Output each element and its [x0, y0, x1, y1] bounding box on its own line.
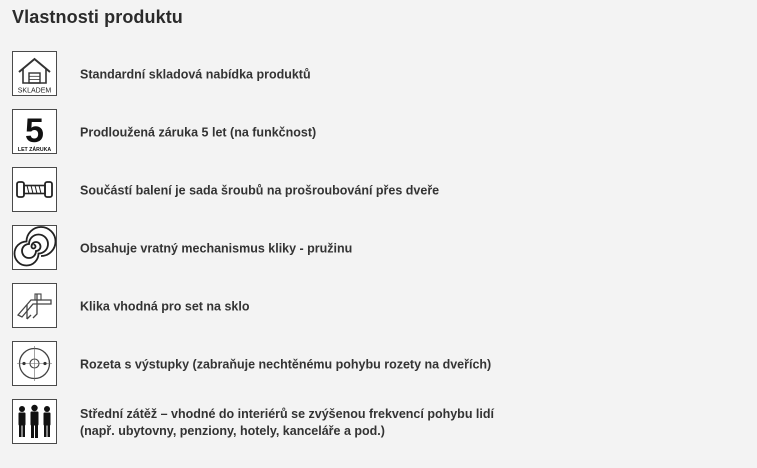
- spring-icon: [12, 225, 57, 270]
- feature-row: [12, 109, 732, 157]
- warehouse-stock-icon: [12, 51, 57, 96]
- warranty-5-years-icon: [12, 109, 57, 154]
- people-load-icon: [12, 399, 57, 444]
- feature-label: Obsahuje vratný mechanismus kliky - pružinu: [80, 241, 353, 256]
- feature-label: Standardní skladová nabídka produktů: [80, 67, 311, 82]
- feature-label: Rozeta s výstupky (zabraňuje nechtěnému pohybu rozety na dveřích): [80, 357, 492, 372]
- feature-row: [12, 399, 732, 447]
- warranty-number: 5: [25, 112, 44, 150]
- section-title: Vlastnosti produktu: [12, 7, 183, 27]
- glass-handle-icon: [12, 283, 57, 328]
- feature-label: Klika vhodná pro set na sklo: [80, 299, 250, 314]
- feature-row: [12, 51, 732, 99]
- rosette-icon: [12, 341, 57, 386]
- feature-row: [12, 341, 732, 389]
- feature-label: Součástí balení je sada šroubů na prošroubování přes dveře: [80, 183, 440, 198]
- feature-label: Střední zátěž – vhodné do interiérů se zvýšenou frekvencí pohybu lidí (např. ubytovny, penziony, hotely, kanceláře a pod.): [80, 407, 494, 438]
- feature-row: [12, 283, 732, 331]
- icon-caption: LET ZÁRUKA: [17, 147, 52, 153]
- feature-label: Prodloužená záruka 5 let (na funkčnost): [80, 125, 317, 140]
- screw-set-icon: [12, 167, 57, 212]
- feature-row: [12, 167, 732, 215]
- feature-row: [12, 225, 732, 273]
- icon-caption: SKLADEM: [17, 87, 52, 95]
